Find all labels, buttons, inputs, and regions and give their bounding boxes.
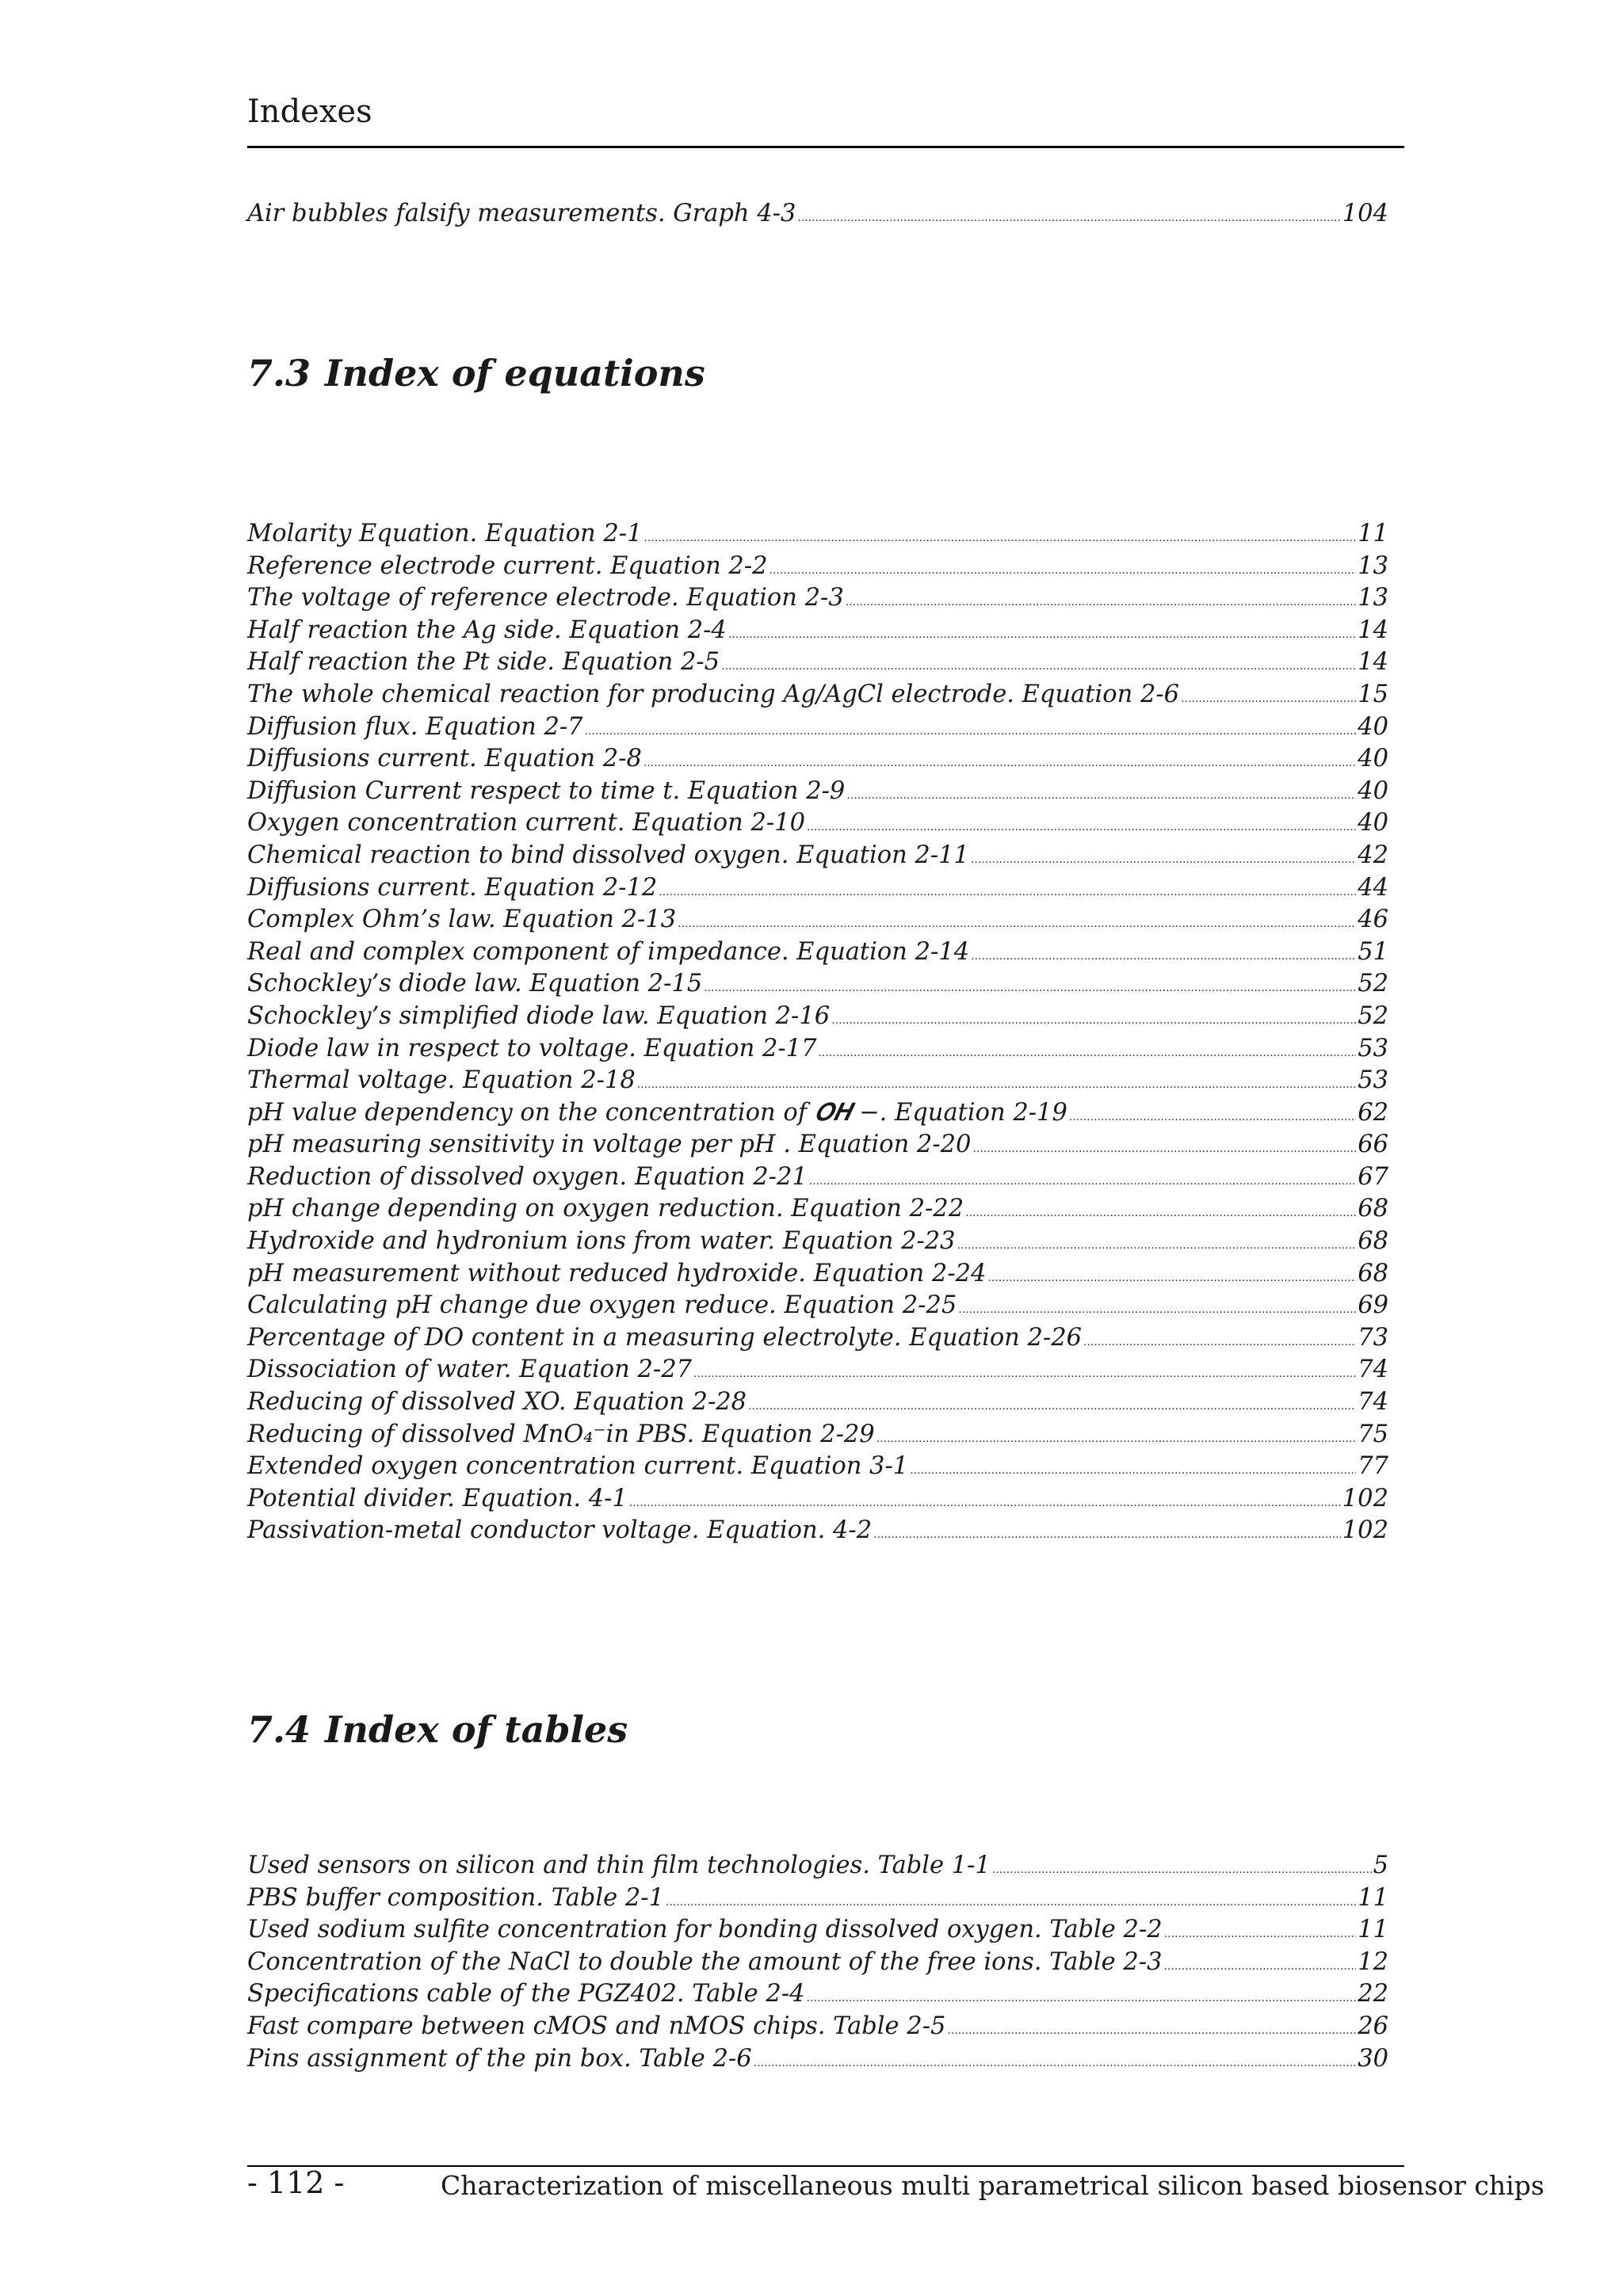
toc-entry[interactable] [247, 1948, 1388, 1981]
toc-entry-text: pH change depending on oxygen reduction. Equation 2-22 [247, 1195, 964, 1223]
toc-entry-text: Air bubbles falsify measurements. Graph 4-3 [247, 200, 796, 227]
toc-entry-page: 13 [1358, 584, 1388, 612]
toc-entry-page: 42 [1358, 841, 1388, 869]
toc-entry-page: 102 [1342, 1516, 1388, 1545]
toc-entry-text: Potential divider. Equation. 4-1 [247, 1484, 628, 1512]
toc-leader-dots [971, 853, 1356, 866]
toc-entry-text: Reducing of dissolved XO. Equation 2-28 [247, 1388, 747, 1417]
toc-entry-page: 53 [1358, 1034, 1388, 1062]
toc-entry-page: 69 [1358, 1291, 1388, 1320]
toc-entry[interactable] [247, 1260, 1388, 1292]
toc-entry[interactable] [247, 616, 1388, 649]
toc-leader-dots [807, 1992, 1357, 2004]
toc-entry[interactable] [247, 809, 1388, 841]
toc-entry-text: Complex Ohm’s law. Equation 2-13 [247, 906, 677, 934]
toc-entry-text: The whole chemical reaction for producing Ag/AgCl electrode. Equation 2-6 [247, 680, 1180, 708]
toc-entry-page: 30 [1358, 2044, 1388, 2073]
toc-entry[interactable] [247, 1916, 1388, 1948]
toc-entry-page: 67 [1358, 1162, 1388, 1191]
toc-entry-page: 26 [1358, 2012, 1388, 2040]
toc-entry-page: 52 [1358, 1001, 1388, 1030]
toc-leader-dots [972, 1142, 1356, 1155]
toc-entry[interactable] [247, 906, 1388, 938]
toc-entry-text: Passivation-metal conductor voltage. Equation. 4-2 [247, 1516, 873, 1545]
toc-entry-text: pH measurement without reduced hydroxide. Equation 2-24 [247, 1259, 987, 1287]
toc-entry[interactable] [247, 2012, 1388, 2045]
toc-entry-page: 40 [1358, 776, 1388, 805]
toc-entry-text: Pins assignment of the pin box. Table 2-6 [247, 2044, 752, 2073]
section-number: 7.4 [247, 1708, 311, 1751]
toc-entry[interactable] [247, 745, 1388, 777]
toc-entry-page: 40 [1358, 712, 1388, 741]
toc-entry-page: 12 [1358, 1947, 1388, 1976]
toc-entry-page: 66 [1358, 1131, 1388, 1159]
tables-index-list [247, 1852, 1388, 2077]
running-header: Indexes [247, 93, 372, 130]
toc-leader-dots [818, 1047, 1356, 1059]
toc-entry[interactable] [247, 777, 1388, 810]
toc-entry-text: Reducing of dissolved MnO₄⁻in PBS. Equation 2-29 [247, 1420, 875, 1448]
toc-entry-text: Dissociation of water. Equation 2-27 [247, 1356, 693, 1384]
toc-leader-dots [659, 886, 1356, 898]
toc-leader-dots [1069, 1111, 1356, 1123]
toc-leader-dots [678, 917, 1356, 930]
toc-entry-text: pH measuring sensitivity in voltage per pH . Equation 2-20 [247, 1131, 972, 1159]
toc-entry-page: 102 [1342, 1484, 1388, 1512]
toc-entry-page: 22 [1358, 1980, 1388, 2008]
section-title: Index of tables [325, 1708, 628, 1751]
toc-leader-dots [769, 564, 1357, 577]
toc-entry-text: Chemical reaction to bind dissolved oxygen. Equation 2-11 [247, 841, 969, 869]
equations-index-list [247, 520, 1388, 1549]
toc-leader-dots [797, 212, 1340, 224]
toc-entry-text: Half reaction the Pt side. Equation 2-5 [247, 648, 720, 677]
toc-entry[interactable] [247, 681, 1388, 713]
toc-entry-page: 40 [1358, 745, 1388, 773]
toc-entry[interactable] [247, 200, 1388, 232]
toc-entry-page: 15 [1358, 680, 1388, 708]
toc-leader-dots [947, 2024, 1356, 2037]
toc-entry-text: Oxygen concentration current. Equation 2-10 [247, 809, 806, 837]
toc-entry[interactable] [247, 584, 1388, 616]
toc-leader-dots [637, 1078, 1356, 1091]
toc-leader-dots [754, 2057, 1357, 2069]
toc-leader-dots [585, 725, 1357, 738]
toc-leader-dots [846, 596, 1356, 608]
toc-entry-text: Diffusions current. Equation 2-12 [247, 873, 658, 902]
toc-entry-text: Concentration of the NaCl to double the amount of the free ions. Table 2-3 [247, 1947, 1163, 1976]
toc-entry-text: Reference electrode current. Equation 2-2 [247, 551, 768, 580]
header-rule [247, 146, 1404, 148]
toc-entry-text: Molarity Equation. Equation 2-1 [247, 520, 643, 547]
toc-entry-text: Diode law in respect to voltage. Equation 2-17 [247, 1034, 817, 1062]
toc-entry[interactable] [247, 1452, 1388, 1485]
footer-book-title: Characterization of miscellaneous multi parametrical silicon based biosensor chips [441, 2170, 1545, 2201]
toc-entry[interactable] [247, 1227, 1388, 1260]
toc-entry[interactable] [247, 1324, 1388, 1356]
toc-entry-page: 68 [1358, 1259, 1388, 1287]
toc-entry[interactable] [247, 713, 1388, 746]
toc-entry-text: Extended oxygen concentration current. Equation 3-1 [247, 1452, 909, 1481]
toc-entry-page: 51 [1358, 937, 1388, 966]
toc-entry-page: 68 [1358, 1195, 1388, 1223]
toc-entry-page: 104 [1342, 200, 1388, 227]
toc-entry[interactable] [247, 1852, 1388, 1884]
toc-entry-page: 68 [1358, 1227, 1388, 1256]
toc-entry-text: Schockley’s simplified diode law. Equation 2-16 [247, 1001, 831, 1030]
toc-entry-text: Thermal voltage. Equation 2-18 [247, 1066, 636, 1095]
toc-entry-page: 11 [1358, 1883, 1388, 1912]
toc-entry[interactable] [247, 1421, 1388, 1453]
toc-entry-page: 14 [1358, 648, 1388, 677]
toc-entry-page: 40 [1358, 809, 1388, 837]
footer-rule [247, 2165, 1404, 2167]
toc-leader-dots [728, 628, 1356, 641]
toc-entry-page: 13 [1358, 551, 1388, 580]
toc-entry[interactable] [247, 1035, 1388, 1067]
toc-entry-page: 75 [1358, 1420, 1388, 1448]
toc-entry-text: Half reaction the Ag side. Equation 2-4 [247, 616, 727, 644]
toc-entry-text: Hydroxide and hydronium ions from water. Equation 2-23 [247, 1227, 956, 1256]
toc-leader-dots [876, 1432, 1356, 1445]
toc-leader-dots [1164, 1928, 1357, 1940]
toc-entry-text: Percentage of DO content in a measuring electrolyte. Equation 2-26 [247, 1323, 1083, 1352]
toc-entry[interactable] [247, 648, 1388, 681]
toc-entry-text: Real and complex component of impedance. Equation 2-14 [247, 937, 970, 966]
toc-entry-text: Calculating pH change due oxygen reduce. Equation 2-25 [247, 1291, 957, 1320]
toc-entry-page: 5 [1373, 1852, 1388, 1879]
toc-entry-page: 52 [1358, 970, 1388, 998]
toc-leader-dots [809, 1175, 1356, 1188]
toc-entry[interactable] [247, 874, 1388, 906]
toc-entry-text: Diffusions current. Equation 2-8 [247, 745, 642, 773]
toc-leader-dots [910, 1464, 1356, 1477]
toc-entry[interactable] [247, 1516, 1388, 1549]
toc-entry-page: 73 [1358, 1323, 1388, 1352]
toc-leader-dots [958, 1303, 1356, 1316]
toc-entry-text: Reduction of dissolved oxygen. Equation 2-21 [247, 1162, 808, 1191]
toc-leader-dots [807, 821, 1356, 833]
toc-entry-page: 11 [1358, 520, 1388, 547]
toc-entry-text: The voltage of reference electrode. Equation 2-3 [247, 584, 844, 612]
toc-leader-dots [721, 660, 1356, 673]
toc-entry[interactable] [247, 1066, 1388, 1099]
toc-entry[interactable] [247, 520, 1388, 552]
toc-leader-dots [643, 757, 1356, 769]
toc-entry-text: Schockley’s diode law. Equation 2-15 [247, 970, 703, 998]
toc-entry[interactable] [247, 1002, 1388, 1035]
toc-entry-text: Used sodium sulfite concentration for bonding dissolved oxygen. Table 2-2 [247, 1916, 1163, 1944]
toc-leader-dots [666, 1896, 1356, 1909]
toc-entry[interactable] [247, 1388, 1388, 1421]
figures-index-tail [247, 200, 1388, 232]
toc-leader-dots [693, 1367, 1356, 1380]
toc-entry-page: 11 [1358, 1916, 1388, 1944]
toc-entry-text: PBS buffer composition. Table 2-1 [247, 1883, 664, 1912]
toc-leader-dots [831, 1014, 1356, 1027]
toc-entry-text: pH value dependency on the concentration of 𝑶𝑯 −. Equation 2-19 [247, 1098, 1067, 1127]
toc-entry[interactable] [247, 1163, 1388, 1196]
toc-leader-dots [965, 1207, 1356, 1219]
toc-entry[interactable] [247, 1356, 1388, 1388]
toc-leader-dots [873, 1528, 1341, 1541]
toc-leader-dots [748, 1400, 1356, 1413]
toc-entry-page: 74 [1358, 1356, 1388, 1384]
toc-entry-page: 74 [1358, 1388, 1388, 1417]
section-heading-equations [247, 352, 705, 395]
toc-entry-page: 53 [1358, 1066, 1388, 1095]
toc-entry[interactable] [247, 1980, 1388, 2012]
section-heading-tables [247, 1708, 628, 1751]
toc-entry-text: Used sensors on silicon and thin film technologies. Table 1-1 [247, 1852, 991, 1879]
toc-entry[interactable] [247, 841, 1388, 874]
toc-entry[interactable] [247, 1195, 1388, 1227]
footer-page-number: - 112 - [247, 2165, 345, 2200]
toc-entry-text: Diffusion Current respect to time t. Equation 2-9 [247, 776, 846, 805]
toc-entry-text: Diffusion flux. Equation 2-7 [247, 712, 583, 741]
toc-entry[interactable] [247, 1485, 1388, 1517]
toc-entry[interactable] [247, 1131, 1388, 1163]
toc-leader-dots [987, 1272, 1356, 1284]
toc-entry[interactable] [247, 1884, 1388, 1917]
toc-leader-dots [1181, 692, 1356, 705]
toc-leader-dots [971, 950, 1356, 963]
toc-entry-page: 77 [1358, 1452, 1388, 1481]
toc-leader-dots [629, 1497, 1341, 1509]
toc-leader-dots [704, 982, 1356, 994]
toc-entry[interactable] [247, 1099, 1388, 1131]
toc-leader-dots [644, 532, 1357, 544]
section-title: Index of equations [325, 352, 705, 395]
toc-entry-page: 14 [1358, 616, 1388, 644]
toc-entry-text: Specifications cable of the PGZ402. Table 2-4 [247, 1980, 805, 2008]
toc-entry[interactable] [247, 938, 1388, 971]
toc-leader-dots [1083, 1336, 1356, 1348]
toc-leader-dots [1163, 1960, 1356, 1973]
toc-entry-page: 62 [1358, 1098, 1388, 1127]
toc-leader-dots [957, 1239, 1357, 1252]
toc-entry-text: Fast compare between cMOS and nMOS chips. Table 2-5 [247, 2012, 946, 2040]
toc-entry[interactable] [247, 1291, 1388, 1324]
toc-entry-page: 46 [1358, 906, 1388, 934]
toc-leader-dots [846, 789, 1356, 802]
toc-entry-page: 44 [1358, 873, 1388, 902]
toc-entry[interactable] [247, 970, 1388, 1002]
toc-leader-dots [992, 1863, 1372, 1876]
toc-entry[interactable] [247, 2045, 1388, 2077]
section-number: 7.3 [247, 352, 311, 395]
toc-entry[interactable] [247, 552, 1388, 585]
